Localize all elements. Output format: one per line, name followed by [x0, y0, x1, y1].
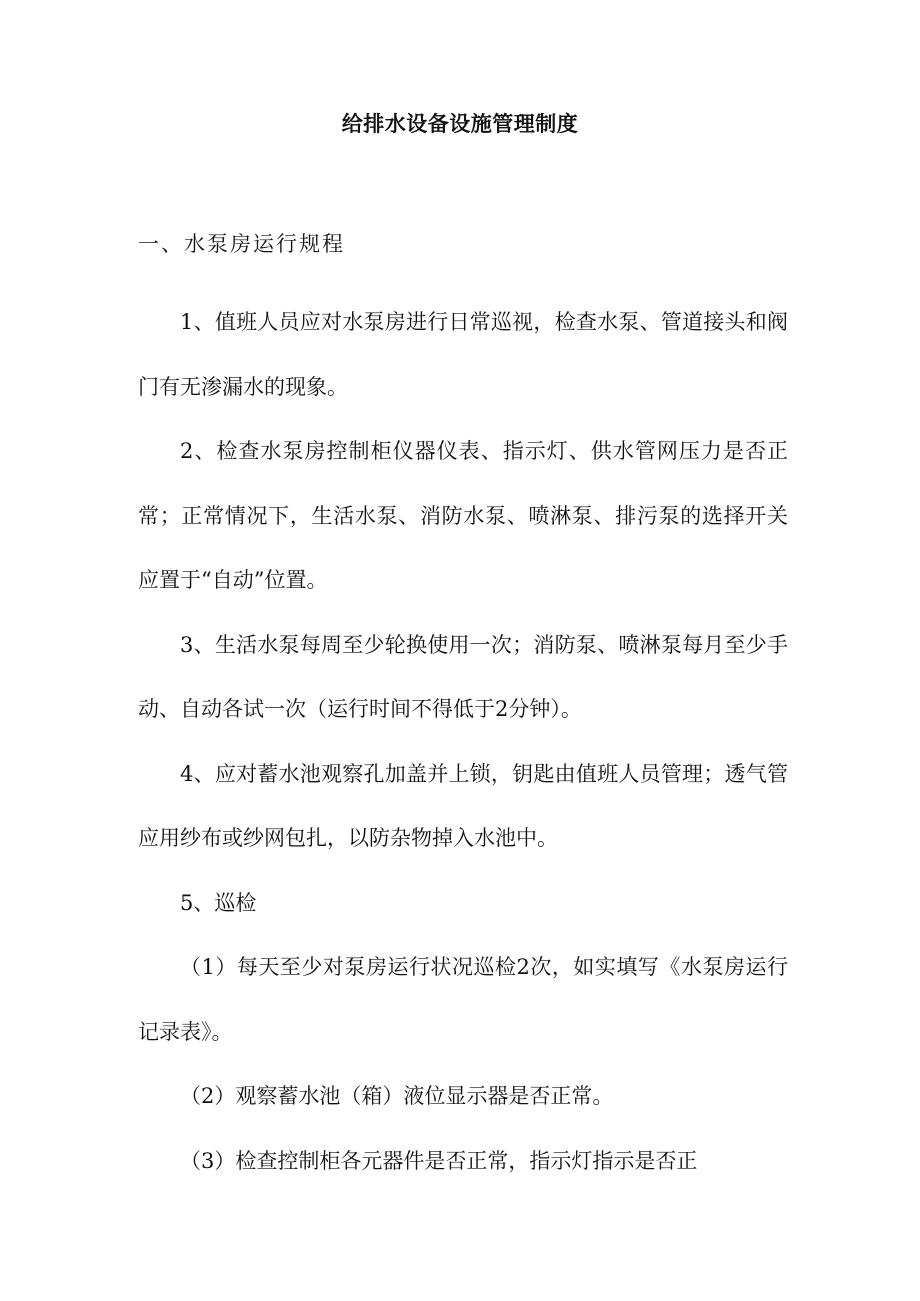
- paragraph-5-heading: 5、巡检: [180, 890, 257, 915]
- paragraph-1: 1、值班人员应对水泵房进行日常巡视，检查水泵、管道接头和阀门有无渗漏水的现象。: [138, 310, 788, 399]
- section-heading: 一、水泵房运行规程: [138, 232, 345, 256]
- paragraph-5-3: （3）检查控制柜各元器件是否正常，指示灯指示是否正: [180, 1148, 698, 1173]
- paragraph-5-2: （2）观察蓄水池（箱）液位显示器是否正常。: [180, 1084, 614, 1108]
- paragraph-5-1: （1）每天至少对泵房运行状况巡检2次，如实填写《水泵房运行记录表》。: [138, 955, 788, 1044]
- document-body: [138, 290, 788, 1193]
- paragraph-3: 3、生活水泵每周至少轮换使用一次；消防泵、喷淋泵每月至少手动、自动各试一次（运行时间不得低于2分钟）。: [138, 632, 788, 721]
- paragraph-2: 2、检查水泵房控制柜仪器仪表、指示灯、供水管网压力是否正常；正常情况下，生活水泵、消防水泵、喷淋泵、排污泵的选择开关应置于“自动”位置。: [138, 439, 788, 592]
- document-title: 给排水设备设施管理制度: [341, 112, 579, 136]
- paragraph-4: 4、应对蓄水池观察孔加盖并上锁，钥匙由值班人员管理；透气管应用纱布或纱网包扎，以防杂物掉入水池中。: [138, 761, 788, 850]
